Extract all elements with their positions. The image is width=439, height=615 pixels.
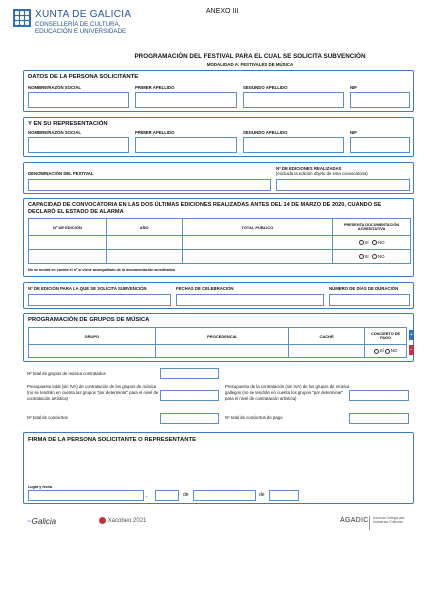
de-label-1: de	[183, 492, 189, 498]
documentacion-cell	[333, 236, 411, 250]
month-input[interactable]	[193, 490, 256, 501]
anio-cell[interactable]	[106, 250, 182, 264]
publico-cell[interactable]	[182, 250, 333, 264]
total-conciertos-label: Nº total de conciertos	[27, 415, 68, 420]
total-pago-label: Nº total de conciertos de pago	[225, 415, 283, 420]
total-grupos-input[interactable]	[160, 368, 219, 379]
presupuesto-total-label: Presupuesto total (sin IVA) de contratación de los grupos de música (no se tendrán en cuenta los grupos "por determinar" para el nivel de contratación artística)	[27, 384, 159, 401]
nif-input[interactable]	[350, 92, 410, 108]
xacobeo-logo	[99, 517, 146, 524]
table-row	[29, 250, 411, 264]
yes-radio[interactable]	[359, 240, 364, 245]
galicia-text: Galicia	[31, 517, 57, 526]
yes-label: SÍ	[364, 253, 369, 259]
modality-subtitle: MODALIDAD A: FESTIVALES DE MÚSICA	[206, 62, 294, 67]
no-label: NO	[378, 253, 385, 259]
capacidad-title-line2: DECLARÓ EL ESTADO DE ALARMA	[28, 209, 124, 215]
remove-row-button[interactable]: −	[410, 347, 413, 353]
primer-apellido-input[interactable]	[135, 92, 237, 108]
segundo-apellido-input[interactable]	[243, 92, 344, 108]
conselleria-line2: EDUCACIÓN E UNIVERSIDADE	[35, 28, 127, 35]
concierto-cell	[365, 345, 407, 358]
label-fechas: FECHAS DE CELEBRACIÓN	[176, 286, 234, 291]
footer-divider	[369, 516, 370, 530]
label-primer-apellido: PRIMER APELLIDO	[135, 130, 175, 135]
section-title: DATOS DE LA PERSONA SOLICITANTE	[28, 74, 139, 80]
rep-nombre-input[interactable]	[28, 137, 129, 153]
no-radio[interactable]	[372, 254, 377, 259]
label-segundo-apellido: SEGUNDO APELLIDO	[243, 130, 288, 135]
header-procedencia: PROCEDENCIA	[155, 328, 289, 345]
day-input[interactable]	[155, 490, 179, 501]
edicion-cell[interactable]	[29, 250, 107, 264]
total-grupos-label: Nº total de grupos de música contratados	[27, 371, 106, 376]
festival-section	[23, 162, 414, 194]
conselleria-name	[35, 21, 126, 35]
header-publico: TOTAL PÚBLICO	[182, 219, 333, 236]
conselleria-line1: CONSELLERÍA DE CULTURA,	[35, 21, 121, 28]
label-edicion-subvencion: Nº DE EDICIÓN PARA LA QUE SE SOLICITA SUBVENCIÓN	[28, 286, 147, 291]
label-nif: NIF	[350, 130, 357, 135]
header-edicion: Nº DE EDICIÓN	[29, 219, 107, 236]
fechas-input[interactable]	[176, 294, 324, 306]
xunta-title: XUNTA DE GALICIA	[35, 9, 132, 20]
ediciones-note: (excluida la edición objeto de esta convocatoria)	[276, 171, 368, 176]
yes-label: SÍ	[379, 348, 384, 354]
no-label: NO	[390, 348, 398, 354]
edicion-cell[interactable]	[29, 236, 107, 250]
documentacion-cell	[333, 250, 411, 264]
denominacion-input[interactable]	[28, 179, 271, 191]
label-denominacion: DENOMINACIÓN DEL FESTIVAL	[28, 171, 94, 176]
page-title: PROGRAMACIÓN DEL FESTIVAL PARA EL CUAL SE SOLICITA SUBVENCIÓN	[134, 53, 366, 60]
xunta-logo-icon	[13, 9, 31, 27]
ediciones-input[interactable]	[276, 179, 410, 191]
header-anio: AÑO	[106, 219, 182, 236]
section-title: Y EN SU REPRESENTACIÓN	[28, 121, 108, 127]
presupuesto-gallegos-label: Presupuesto de la contratación (sin IVA) de los grupos de música gallegos (no se tendrán en cuenta los grupos "por determinar" para el nivel de contratación artística)	[225, 384, 350, 401]
yes-radio[interactable]	[374, 349, 379, 354]
table-row	[29, 345, 407, 358]
label-dias: NÚMERO DE DÍAS DE DURACIÓN	[329, 286, 399, 291]
publico-cell[interactable]	[182, 236, 333, 250]
presupuesto-gallegos-input[interactable]	[349, 390, 409, 401]
lugar-label: Lugar y fecha	[28, 485, 52, 489]
anio-cell[interactable]	[106, 236, 182, 250]
table-row	[29, 236, 411, 250]
procedencia-cell[interactable]	[155, 345, 289, 358]
cache-cell[interactable]	[289, 345, 365, 358]
year-input[interactable]	[269, 490, 299, 501]
nombre-input[interactable]	[28, 92, 129, 108]
agadic-logo: AGADIC	[340, 517, 369, 524]
no-radio[interactable]	[385, 349, 390, 354]
capacidad-table	[28, 218, 411, 264]
lugar-input[interactable]	[28, 490, 144, 501]
header-grupo: GRUPO	[29, 328, 156, 345]
grupo-cell[interactable]	[29, 345, 156, 358]
capacidad-section	[23, 198, 414, 277]
xacobeo-text: Xacobeo 2021	[107, 518, 147, 525]
rep-nif-input[interactable]	[350, 137, 410, 153]
total-conciertos-input[interactable]	[160, 413, 219, 424]
edicion-section	[23, 282, 414, 309]
header-concierto-pago: CONCIERTO DE PAGO	[365, 328, 407, 345]
rep-segundo-apellido-input[interactable]	[243, 137, 344, 153]
grupos-table	[28, 327, 407, 358]
total-pago-input[interactable]	[349, 413, 409, 424]
label-nif: NIF	[350, 85, 357, 90]
grupos-section	[23, 313, 414, 362]
dias-input[interactable]	[329, 294, 410, 306]
presupuesto-total-input[interactable]	[160, 390, 219, 401]
label-nombre: NOMBRE/RAZÓN SOCIAL	[28, 130, 81, 135]
label-ediciones: Nº DE EDICIONES REALIZADAS	[276, 166, 342, 171]
label-nombre: NOMBRE/RAZÓN SOCIAL	[28, 85, 81, 90]
xacobeo-icon	[99, 517, 106, 524]
agadic-subtitle: Axencia Galega das Industrias Culturais	[373, 516, 405, 524]
rep-primer-apellido-input[interactable]	[135, 137, 237, 153]
firma-section	[23, 432, 414, 504]
galicia-logo: ~Galicia	[27, 517, 57, 526]
comma-separator: ,	[146, 493, 148, 499]
edicion-input[interactable]	[28, 294, 171, 306]
add-row-button[interactable]: +	[410, 332, 413, 338]
de-label-2: de	[259, 492, 265, 498]
no-radio[interactable]	[372, 240, 377, 245]
anexo-label: ANEXO III	[206, 8, 239, 15]
header-documentacion: PRESENTA DOCUMENTACIÓN ACREDITATIVA	[333, 219, 411, 236]
capacidad-note: No se tendrá en cuenta el nº si viene acompañado de la documentación acreditativa	[28, 268, 175, 272]
label-primer-apellido: PRIMER APELLIDO	[135, 85, 175, 90]
section-title: PROGRAMACIÓN DE GRUPOS DE MÚSICA	[28, 317, 150, 323]
representacion-section	[23, 117, 414, 157]
section-title: FIRMA DE LA PERSONA SOLICITANTE O REPRESENTANTE	[28, 437, 196, 443]
header-cache: CACHÉ	[289, 328, 365, 345]
no-label: NO	[378, 239, 385, 245]
capacidad-title-line1: CAPACIDAD DE CONVOCATORIA EN LAS DOS ÚLTIMAS EDICIONES REALIZADAS ANTES DEL 14 DE MARZO DE 2020, CUANDO SE	[28, 202, 382, 208]
yes-label: SÍ	[364, 239, 369, 245]
solicitante-section	[23, 70, 414, 112]
label-segundo-apellido: SEGUNDO APELLIDO	[243, 85, 288, 90]
yes-radio[interactable]	[359, 254, 364, 259]
